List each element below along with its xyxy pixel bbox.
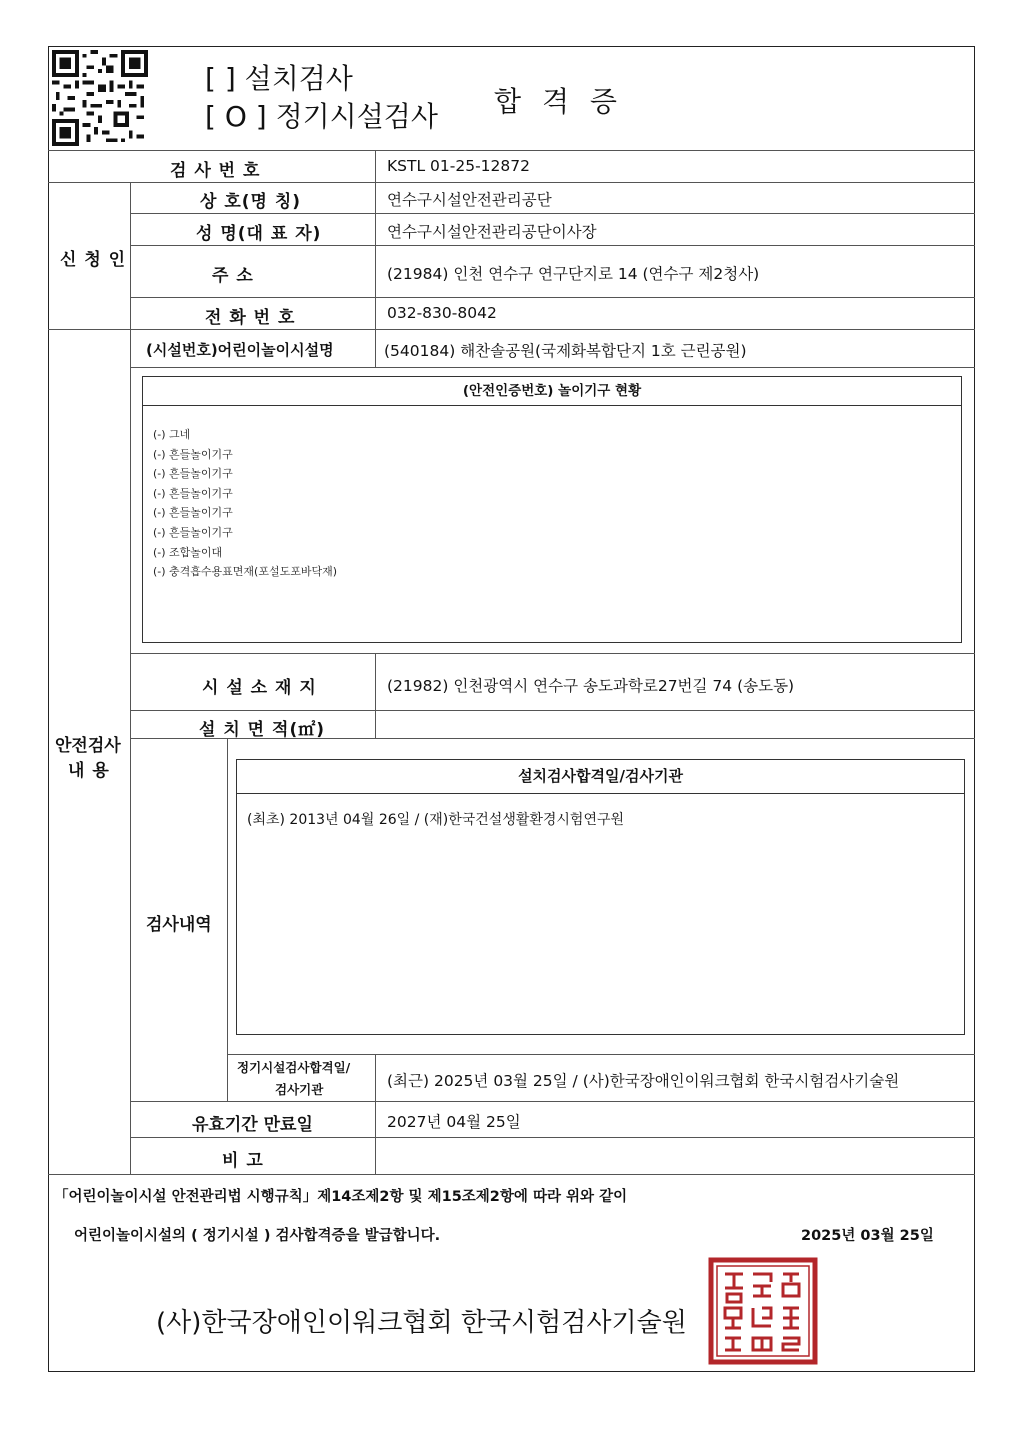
rule (48, 329, 975, 330)
equipment-item: (-) 흔들놀이기구 (153, 525, 233, 539)
inspection-type (205, 60, 438, 136)
certificate-title: 합 격 증 (494, 85, 623, 118)
type-regular-option: [ O ] 정기시설검사 (205, 100, 438, 133)
rule (130, 1101, 975, 1102)
address-value: (21984) 인천 연수구 연구단지로 14 (연수구 제2청사) (387, 265, 760, 283)
rule (130, 297, 975, 298)
rule (130, 367, 975, 368)
official-seal-icon (707, 1256, 819, 1366)
rule (375, 653, 376, 739)
rule (48, 150, 975, 151)
safety-label-line2: 내 용 (68, 761, 110, 781)
legal-statement-line2: 어린이놀이시설의 ( 정기시설 ) 검사합격증을 발급합니다. (74, 1228, 441, 1244)
equipment-item: (-) 그네 (153, 428, 191, 441)
equipment-item: (-) 충격흡수용표면재(포설도포바닥재) (153, 565, 338, 579)
expiry-label: 유효기간 만료일 (192, 1115, 313, 1135)
representative-label: 성 명(대 표 자) (196, 224, 322, 244)
equipment-item: (-) 조합놀이대 (153, 545, 223, 559)
phone-value: 032-830-8042 (387, 304, 497, 322)
rule (130, 213, 975, 214)
install-history-box (236, 759, 965, 1035)
representative-value: 연수구시설안전관리공단이사장 (387, 223, 597, 241)
rule (130, 653, 975, 654)
address-label: 주 소 (212, 266, 254, 286)
install-record: (최초) 2013년 04월 26일 / (재)한국건설생활환경시험연구원 (247, 812, 625, 828)
remarks-label: 비 고 (222, 1151, 264, 1171)
rule (227, 738, 228, 1102)
safety-label-line1: 안전검사 (55, 736, 121, 756)
rule (375, 329, 376, 368)
equipment-item: (-) 흔들놀이기구 (153, 467, 233, 481)
install-history-header: 설치검사합격일/검사기관 (237, 760, 964, 794)
rule (227, 1054, 975, 1055)
location-label: 시 설 소 재 지 (202, 678, 317, 698)
applicant-label: 신 청 인 (60, 250, 127, 270)
equipment-list (153, 425, 337, 582)
facility-name-label: (시설번호)어린이놀이시설명 (146, 341, 334, 359)
company-label: 상 호(명 칭) (200, 192, 302, 212)
rule (130, 182, 131, 330)
regular-label-line2: 검사기관 (275, 1082, 324, 1097)
inspection-no-value: KSTL 01-25-12872 (387, 157, 530, 175)
company-value: 연수구시설안전관리공단 (387, 191, 552, 209)
facility-name-value: (540184) 해찬솔공원(국제화복합단지 1호 근린공원) (384, 342, 747, 360)
type-install-option: [ ] 설치검사 (205, 62, 353, 95)
history-label: 검사내역 (146, 915, 212, 935)
regular-label-line1: 정기시설검사합격일/ (237, 1060, 351, 1075)
location-value: (21982) 인천광역시 연수구 송도과학로27번길 74 (송도동) (387, 677, 795, 695)
issue-date: 2025년 03월 25일 (801, 1228, 934, 1244)
qr-code-icon (52, 50, 148, 146)
issuer-name: (사)한국장애인이워크협회 한국시험검사기술원 (156, 1308, 687, 1338)
regular-record: (최근) 2025년 03월 25일 / (사)한국장애인이워크협회 한국시험검사기술원 (387, 1072, 900, 1090)
equipment-header: (안전인증번호) 놀이기구 현황 (143, 377, 961, 406)
legal-statement-line1: 「어린이놀이시설 안전관리법 시행규칙」제14조제2항 및 제15조제2항에 따라 위와 같이 (54, 1189, 628, 1205)
area-label: 설 치 면 적(㎡) (199, 720, 325, 740)
equipment-box (142, 376, 962, 643)
rule (375, 150, 376, 330)
rule (48, 1174, 975, 1175)
rule (375, 1054, 376, 1175)
rule (130, 329, 131, 1175)
equipment-item: (-) 흔들놀이기구 (153, 506, 233, 520)
inspection-no-label: 검 사 번 호 (170, 161, 261, 181)
equipment-item: (-) 흔들놀이기구 (153, 447, 233, 461)
rule (130, 1137, 975, 1138)
phone-label: 전 화 번 호 (205, 308, 296, 328)
expiry-value: 2027년 04월 25일 (387, 1113, 521, 1131)
rule (130, 245, 975, 246)
rule (130, 710, 975, 711)
equipment-item: (-) 흔들놀이기구 (153, 486, 233, 500)
rule (48, 182, 975, 183)
